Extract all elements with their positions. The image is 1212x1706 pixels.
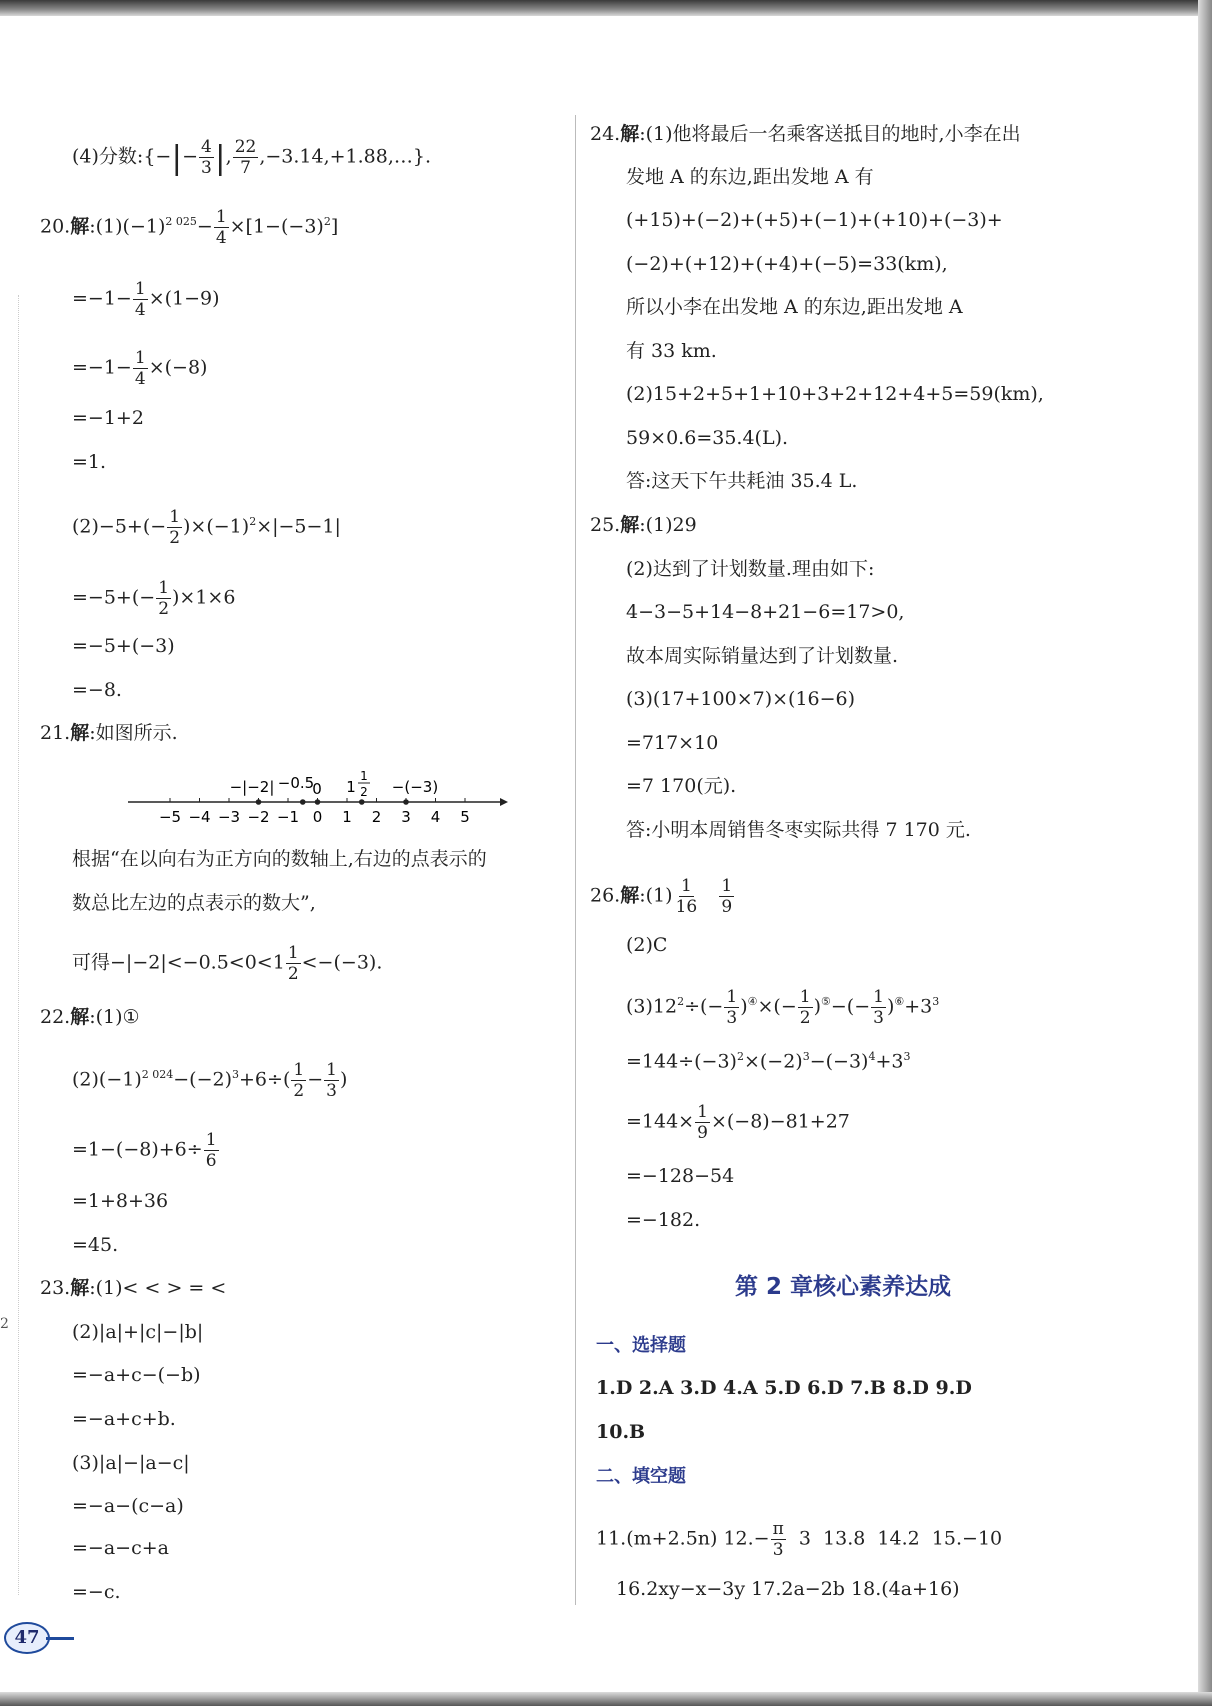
mc-answers-row1: 1.D 2.A 3.D 4.A 5.D 6.D 7.B 8.D 9.D bbox=[596, 1377, 972, 1399]
q23-line1: 23.解:(1)< < > = < bbox=[40, 1277, 227, 1299]
nl-label-neg-neg-3: −(−3) bbox=[391, 778, 439, 796]
q24-line7: (2)15+2+5+1+10+3+2+12+4+5=59(km), bbox=[626, 383, 1044, 405]
nl-tick-label: 0 bbox=[312, 808, 323, 826]
category-multiple-choice: 一、选择题 bbox=[596, 1335, 686, 1356]
q23-line7: =−a−c+a bbox=[72, 1537, 169, 1559]
q24-answer: 答:这天下午共耗油 35.4 L. bbox=[626, 470, 858, 492]
q20-line2: =−1− $\frac{1}{4}$ ×(1−9) bbox=[72, 279, 220, 320]
nl-label-one-half-whole: 1 bbox=[346, 778, 356, 796]
q26-line6: =−128−54 bbox=[626, 1165, 735, 1187]
number-line bbox=[120, 762, 510, 832]
nl-tick-label: 4 bbox=[430, 808, 441, 826]
nl-point bbox=[315, 799, 321, 805]
nl-label-neg-abs-2: −|−2| bbox=[229, 778, 275, 796]
q25-line1: 25.解:(1)29 bbox=[590, 514, 697, 536]
q23-line8: =−c. bbox=[72, 1581, 121, 1603]
q22-line3: =1−(−8)+6÷ $\frac{1}{6}$ bbox=[72, 1130, 217, 1171]
fill-blank-row2: 16.2xy−x−3y 17.2a−2b 18.(4a+16) bbox=[616, 1578, 960, 1600]
nl-point bbox=[300, 799, 306, 805]
nl-tick-label: −1 bbox=[276, 808, 300, 826]
nl-point bbox=[403, 799, 409, 805]
nl-label-neg-half: −0.5 bbox=[277, 774, 315, 792]
q20-line5: =1. bbox=[72, 451, 107, 473]
q21-explain-2: 数总比左边的点表示的数大”, bbox=[72, 892, 316, 914]
q21-conclusion: 可得−|−2|<−0.5<0<1 $\frac{1}{2}$ <−(−3). bbox=[72, 943, 383, 984]
scan-right-edge bbox=[1198, 0, 1212, 1706]
q23-line3: =−a+c−(−b) bbox=[72, 1364, 201, 1386]
q25-line6: =717×10 bbox=[626, 732, 719, 754]
q25-line2: (2)达到了计划数量.理由如下: bbox=[626, 558, 875, 580]
nl-point bbox=[359, 799, 365, 805]
q20-line1: 20.解$:(1)(-1)^{2 025}-$ $\frac{1}{4}$ $\times[1-(-3)^2]$ bbox=[40, 207, 339, 248]
q25-line3: 4−3−5+14−8+21−6=17>0, bbox=[626, 601, 905, 623]
page-number-badge: 47 bbox=[4, 1622, 50, 1654]
q24-line1: 24.解:(1)他将最后一名乘客送抵目的地时,小李在出 bbox=[590, 123, 1021, 145]
q24-line4: (−2)+(+12)+(+4)+(−5)=33(km), bbox=[626, 253, 948, 275]
nl-tick-label: 1 bbox=[342, 808, 352, 826]
fill-blank-row1: 11.(m+2.5n) 12.− $\frac{\pi}{3}$ 3 13.8 14.2 15.−10 bbox=[596, 1519, 1003, 1560]
q20-line3: =−1− $\frac{1}{4}$ ×(−8) bbox=[72, 348, 208, 389]
nl-label-one-half-den: 2 bbox=[360, 785, 368, 799]
q20-line4: =−1+2 bbox=[72, 407, 144, 429]
nl-tick-label: 5 bbox=[460, 808, 470, 826]
q26-line1: 26.解:(1) $\frac{1}{16}$ $\frac{1}{9}$ bbox=[590, 876, 733, 917]
q19-fraction-line: (4)分数:{−|− $\frac{4}{3}$ |, $\frac{22}{7}$ ,−3.14,+1.88,…}. bbox=[72, 137, 432, 178]
q20-part2-line4: =−8. bbox=[72, 679, 122, 701]
column-divider bbox=[575, 115, 576, 1605]
scan-bottom-edge bbox=[0, 1692, 1212, 1706]
nl-label-one-half-num: 1 bbox=[360, 769, 368, 783]
nl-label-zero: 0 bbox=[312, 780, 322, 798]
scan-top-edge bbox=[0, 0, 1212, 16]
q25-line5: (3)(17+100×7)×(16−6) bbox=[626, 688, 856, 710]
q21-line1: 21.解:如图所示. bbox=[40, 722, 178, 744]
q21-explain-1: 根据“在以向右为正方向的数轴上,右边的点表示的 bbox=[72, 848, 487, 870]
q20-part2-line1: (2)−5+(− $\frac{1}{2}$ )$\times(-1)^2\times|-5-1|$ bbox=[72, 507, 341, 548]
q24-line6: 有 33 km. bbox=[626, 340, 717, 362]
q23-line2: (2)|a|+|c|−|b| bbox=[72, 1321, 204, 1343]
nl-tick-label: 3 bbox=[401, 808, 411, 826]
q24-line5: 所以小李在出发地 A 的东边,距出发地 A bbox=[626, 296, 963, 318]
q26-line5: =144× $\frac{1}{9}$ ×(−8)−81+27 bbox=[626, 1102, 850, 1143]
q26-line7: =−182. bbox=[626, 1209, 701, 1231]
nl-tick-label: −2 bbox=[247, 808, 270, 826]
nl-tick-label: −5 bbox=[158, 808, 182, 826]
q22-line2: $(2)(-1)^{2 024}-(-2)^3+6\div$( $\frac{1}{2}$ − $\frac{1}{3}$ ) bbox=[72, 1060, 348, 1101]
q22-line5: =45. bbox=[72, 1234, 119, 1256]
q23-line5: (3)|a|−|a−c| bbox=[72, 1452, 190, 1474]
q22-line4: =1+8+36 bbox=[72, 1190, 169, 1212]
q24-line2: 发地 A 的东边,距出发地 A 有 bbox=[626, 166, 874, 188]
q25-answer: 答:小明本周销售冬枣实际共得 7 170 元. bbox=[626, 819, 971, 841]
q23-line6: =−a−(c−a) bbox=[72, 1495, 184, 1517]
q25-line7: =7 170(元). bbox=[626, 775, 737, 797]
q24-line3: (+15)+(−2)+(+5)+(−1)+(+10)+(−3)+ bbox=[626, 209, 1003, 231]
q23-line4: =−a+c+b. bbox=[72, 1408, 176, 1430]
category-fill-blank: 二、填空题 bbox=[596, 1466, 686, 1487]
q20-part2-line3: =−5+(−3) bbox=[72, 635, 175, 657]
q22-line1: 22.解:(1)① bbox=[40, 1006, 140, 1028]
q26-line4: $=144\div(-3)^2\times(-2)^3-(-3)^4+3^3$ bbox=[626, 1050, 911, 1073]
margin-mark: 2 bbox=[0, 1316, 9, 1332]
q26-line2: (2)C bbox=[626, 934, 668, 956]
chapter-section-title: 第 2 章核心素养达成 bbox=[735, 1274, 952, 1300]
q20-part2-line2: =−5+(− $\frac{1}{2}$ )×1×6 bbox=[72, 578, 236, 619]
q25-line4: 故本周实际销量达到了计划数量. bbox=[626, 645, 899, 667]
q24-line8: 59×0.6=35.4(L). bbox=[626, 427, 789, 449]
nl-tick-label: 2 bbox=[371, 808, 382, 826]
nl-point bbox=[256, 799, 262, 805]
page-number-tail bbox=[46, 1637, 74, 1640]
mc-answers-row2: 10.B bbox=[596, 1421, 646, 1443]
nl-tick-label: −3 bbox=[217, 808, 241, 826]
q26-line3: $(3)12^2\div(-$ $\frac{1}{3}$ )④×(− $\frac{1}{2}$ )⑤−(− $\frac{1}{3}$ )$^⑥+3^3$ bbox=[626, 987, 940, 1028]
nl-tick-label: −4 bbox=[188, 808, 211, 826]
binding-edge bbox=[18, 295, 20, 1595]
